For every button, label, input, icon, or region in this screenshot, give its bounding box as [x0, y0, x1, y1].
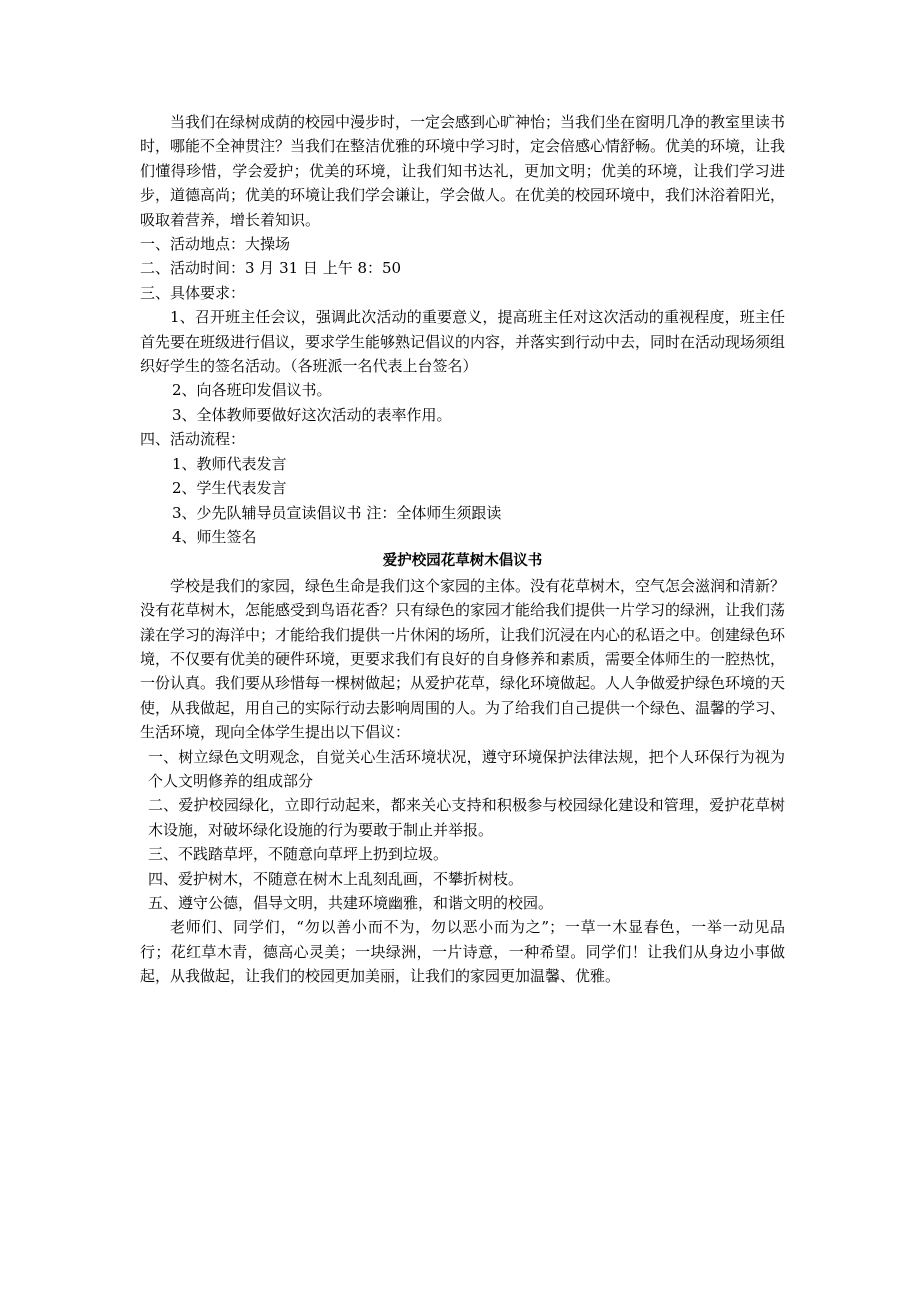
- proposal-intro: 学校是我们的家园，绿色生命是我们这个家园的主体。没有花草树木，空气怎会滋润和清新？没有花草树木，怎能感受到鸟语花香？只有绿色的家园才能给我们提供一片学习的绿洲，让我们荡漾在学习的海洋中；才能给我们提供一片休闲的场所，让我们沉浸在内心的私语之中。创建绿色环境，不仅要有优美的硬件环境，更要求我们有良好的自身修养和素质，需要全体师生的一腔热忱，一份认真。我们要从珍惜每一棵树做起；从爱护花草，绿化环境做起。人人争做爱护绿色环境的天使，从我做起，用自己的实际行动去影响周围的人。为了给我们自己提供一个绿色、温馨的学习、生活环境，现向全体学生提出以下倡议：: [140, 576, 786, 742]
- requirement-item: 1、召开班主任会议，强调此次活动的重要意义，提高班主任对这次活动的重视程度，班主任首先要在班级进行倡议，要求学生能够熟记倡议的内容，并落实到行动中去，同时在活动现场须组织好学生的签名活动。（各班派一名代表上台签名）: [140, 308, 786, 376]
- process-item: 3、少先队辅导员宣读倡议书 注：全体师生须跟读: [172, 503, 502, 522]
- requirement-item: 3、全体教师要做好这次活动的表率作用。: [172, 405, 452, 424]
- proposal-item: 三、不践踏草坪，不随意向草坪上扔到垃圾。: [148, 845, 449, 864]
- requirements-heading: 三、具体要求：: [140, 283, 246, 302]
- process-item: 1、教师代表发言: [172, 454, 287, 473]
- process-item: 4、师生签名: [172, 527, 257, 546]
- proposal-item: 一、树立绿色文明观念，自觉关心生活环境状况，遵守环境保护法律法规，把个人环保行为视为个人文明修养的组成部分: [148, 747, 785, 790]
- proposal-item: 五、遵守公德，倡导文明，共建环境幽雅，和谐文明的校园。: [148, 894, 554, 912]
- activity-location: 一、活动地点：大操场: [140, 235, 291, 254]
- process-heading: 四、活动流程：: [140, 430, 246, 449]
- intro-paragraph: 当我们在绿树成荫的校园中漫步时，一定会感到心旷神怡；当我们坐在窗明几净的教室里读书时，哪能不全神贯注？当我们在整洁优雅的环境中学习时，定会倍感心情舒畅。优美的环境，让我们懂得珍惜，学会爱护；优美的环境，让我们知书达礼，更加文明；优美的环境，让我们学习进步，道德高尚；优美的环境让我们学会谦让，学会做人。在优美的校园环境中，我们沐浴着阳光，吸取着营养，增长着知识。: [140, 113, 786, 229]
- proposal-closing: 老师们、同学们，“勿以善小而不为，勿以恶小而为之”；一草一木显春色，一举一动见品行；花红草木青，德高心灵美；一块绿洲，一片诗意，一种希望。同学们！让我们从身边小事做起，从我做起，让我们的校园更加美丽，让我们的家园更加温馨、优雅。: [140, 918, 785, 986]
- requirement-item: 2、向各班印发倡议书。: [172, 381, 332, 400]
- process-item: 2、学生代表发言: [172, 479, 287, 498]
- proposal-title: 爱护校园花草树木倡议书: [382, 553, 543, 570]
- document-page: [140, 110, 785, 989]
- proposal-item: 二、爱护校园绿化，立即行动起来，都来关心支持和积极参与校园绿化建设和管理，爱护花草树木设施，对破坏绿化设施的行为要敢于制止并举报。: [148, 796, 785, 839]
- activity-time: 二、活动时间：3 月 31 日 上午 8：50: [140, 259, 402, 278]
- proposal-item: 四、爱护树木，不随意在树木上乱刻乱画，不攀折树枝。: [148, 869, 524, 888]
